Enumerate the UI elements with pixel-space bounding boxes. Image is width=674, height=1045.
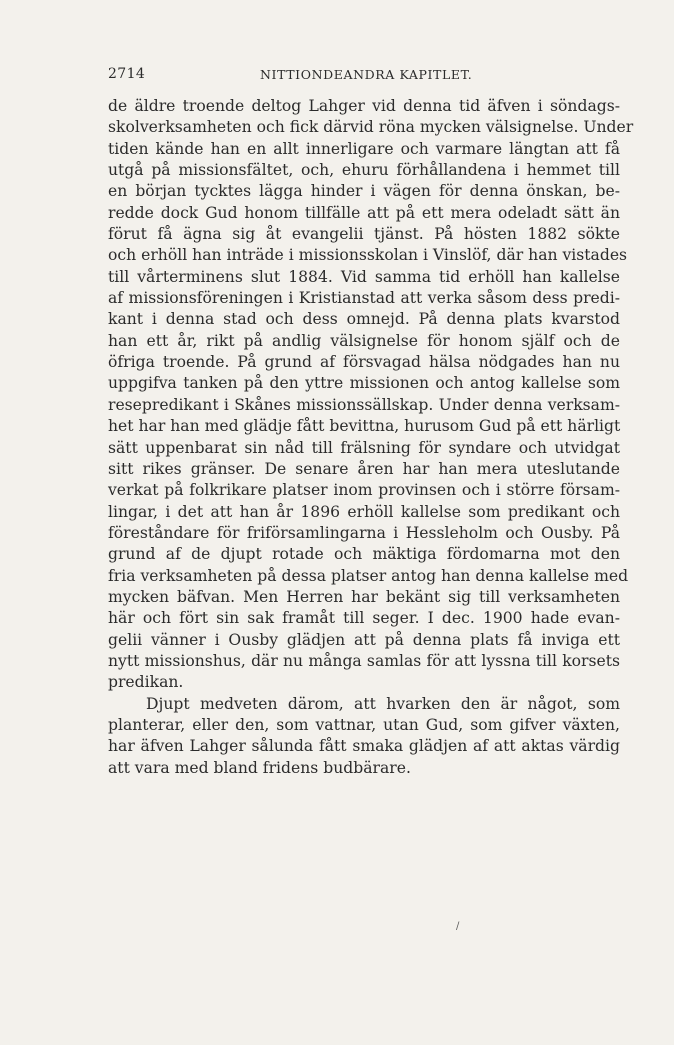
text-line: sätt uppenbarat sin nåd till frälsning för syndare och utvidgat (108, 438, 620, 457)
text-line: här och fört sin sak framåt till seger. I dec. 1900 hade evan- (108, 609, 620, 628)
text-line: lingar, i det att han år 1896 erhöll kallelse som predikant och (108, 502, 620, 521)
page-number: 2714 (108, 66, 146, 82)
text-line: tiden kände han en allt innerligare och varmare längtan att få (108, 139, 620, 158)
page-header (108, 66, 568, 90)
text-line: sitt rikes gränser. De senare åren har han mera uteslutande (108, 459, 620, 478)
text-line: de äldre troende deltog Lahger vid denna tid äfven i söndags- (108, 97, 620, 115)
text-line: förut få ägna sig åt evangelii tjänst. På hösten 1882 sökte (108, 225, 620, 244)
body-text (108, 96, 634, 779)
text-line: fria verksamheten på dessa platser antog han denna kallelse med (108, 566, 629, 585)
text-line: redde dock Gud honom tillfälle att på ett mera odeladt sätt än (108, 203, 620, 222)
text-line: predikan. (108, 673, 184, 692)
text-line: grund af de djupt rotade och mäktiga fördomarna mot den (108, 545, 620, 564)
text-line: och erhöll han inträde i missionsskolan i Vinslöf, där han vistades (108, 246, 628, 265)
text-line: gelii vänner i Ousby glädjen att på denna plats få inviga ett (108, 630, 620, 649)
text-line: resepredikant i Skånes missionssällskap. Under denna verksam- (108, 395, 620, 414)
text-line: att vara med bland fridens budbärare. (108, 758, 411, 777)
text-line: föreståndare för friförsamlingarna i Hessleholm och Ousby. På (108, 523, 620, 542)
text-line: uppgifva tanken på den yttre missionen och antog kallelse som (108, 374, 620, 393)
paragraph-2 (108, 694, 620, 779)
text-line: utgå på missionsfältet, och, ehuru förhållandena i hemmet till (108, 161, 620, 180)
text-line: en början tycktes lägga hinder i vägen för denna önskan, be- (108, 182, 620, 201)
text-line: har äfven Lahger sålunda fått smaka glädjen af att aktas värdig (108, 737, 620, 756)
text-line: af missionsföreningen i Kristianstad att verka såsom dess predi- (108, 289, 620, 308)
text-line: mycken bäfvan. Men Herren har bekänt sig till verksamheten (108, 587, 620, 606)
text-line: het har han med glädje fått bevittna, hurusom Gud på ett härligt (108, 417, 621, 436)
text-line: öfriga troende. På grund af försvagad hälsa nödgades han nu (108, 353, 620, 372)
text-line: kant i denna stad och dess omnejd. På denna plats kvarstod (108, 310, 620, 329)
text-line: Djupt medveten därom, att hvarken den är något, som (146, 694, 620, 713)
running-head: NITTIONDEANDRA KAPITLET. (260, 67, 473, 82)
text-line: skolverksamheten och fick därvid röna mycken välsignelse. Under (108, 118, 634, 137)
text-line: till vårterminens slut 1884. Vid samma tid erhöll han kallelse (108, 267, 620, 286)
stray-pencil-mark: / (456, 921, 460, 932)
paragraph-1 (108, 96, 634, 694)
text-line: han ett år, rikt på andlig välsignelse för honom själf och de (108, 331, 620, 350)
text-line: planterar, eller den, som vattnar, utan Gud, som gifver växten, (108, 715, 620, 734)
text-line: verkat på folkrikare platser inom provinsen och i större försam- (108, 481, 620, 500)
text-line: nytt missionshus, där nu många samlas för att lyssna till korsets (108, 651, 620, 670)
